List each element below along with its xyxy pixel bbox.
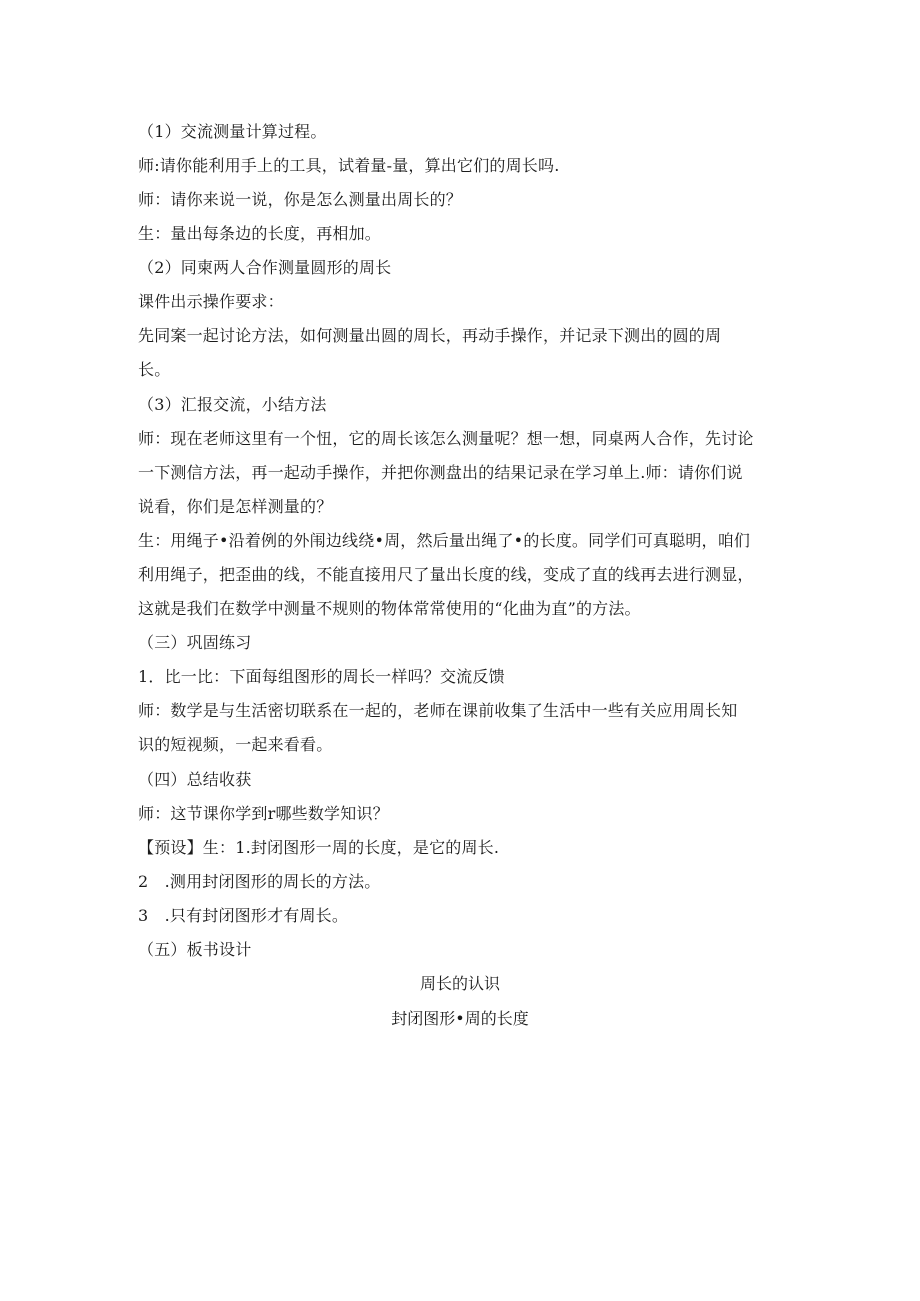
text-line-5: （2）同柬两人合作测量圆形的周长	[138, 258, 392, 277]
text-line-10: 师：现在老师这里有一个忸，它的周长该怎么测量呢？想一想，同桌两人合作，先讨论	[138, 429, 754, 448]
text-line-20: （四）总结收获	[138, 770, 252, 789]
text-line-1: （1）交流测量计算过程。	[138, 122, 327, 141]
text-line-6: 课件出示操作要求：	[138, 292, 284, 311]
text-line-24: 3 .只有封闭图形才有周长。	[138, 906, 349, 925]
board-title: 周长的认识	[419, 974, 500, 993]
text-line-22: 【预设】生：1.封闭图形一周的长度，是它的周长.	[138, 838, 500, 857]
text-line-4: 生：量出每条边的长度，再相加。	[138, 224, 382, 243]
text-line-14: 利用绳子，把歪曲的线，不能直接用尺了量出长度的线，变成了直的线再去进行测显，	[138, 565, 754, 584]
text-line-13: 生：用绳子•沿着例的外闱边线绕•周，然后量出绳了•的长度。同学们可真聪明，咱们	[138, 531, 751, 550]
text-line-25: （五）板书设计	[138, 940, 252, 959]
text-line-19: 识的短视频，一起来看看。	[138, 735, 333, 754]
text-line-15: 这就是我们在数学中测量不规则的物体常常使用的“化曲为直”的方法。	[138, 599, 641, 618]
text-line-17: 1．比一比：下面每组图形的周长一样吗？交流反馈	[138, 667, 505, 686]
text-line-21: 师：这节课你学到r哪些数学知识？	[138, 804, 389, 823]
text-line-16: （三）巩固练习	[138, 633, 252, 652]
text-line-23: 2 .测用封闭图形的周长的方法。	[138, 872, 381, 891]
board-line-1: 封闭图形•周的长度	[391, 1009, 529, 1028]
text-line-12: 说看，你们是怎样测量的？	[138, 497, 333, 516]
text-line-3: 师：请你来说一说，你是怎么测量出周长的？	[138, 190, 463, 209]
text-line-18: 师：数学是与生活密切联系在一起的，老师在课前收集了生活中一些有关应用周长知	[138, 701, 738, 720]
text-line-7: 先同案一起讨论方法，如何测量出圆的周长，再动手操作，并记录下测出的圆的周	[138, 326, 722, 345]
text-line-11: 一下测信方法，再一起动手操作，并把你测盘出的结果记录在学习单上.师：请你们说	[138, 463, 743, 482]
text-line-2: 师:请你能利用手上的工具，试着量-量，算出它们的周长吗.	[138, 156, 560, 175]
text-line-9: （3）汇报交流，小结方法	[138, 395, 327, 414]
text-line-8: 长。	[138, 360, 171, 379]
